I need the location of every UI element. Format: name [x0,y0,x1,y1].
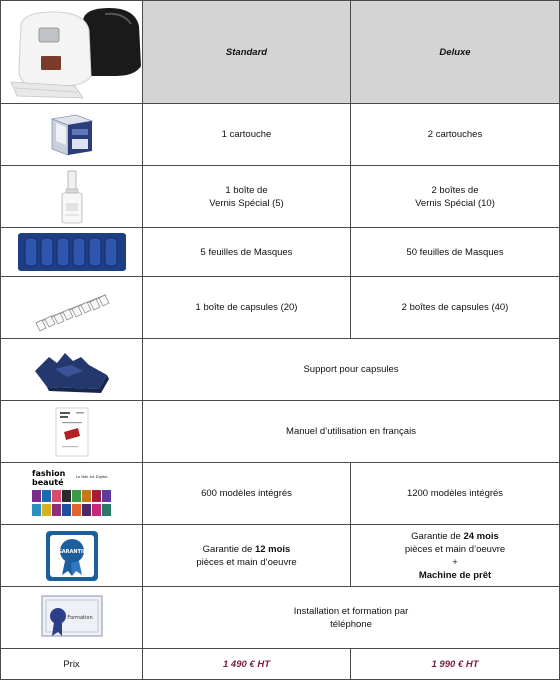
row-image-cell [1,277,143,339]
header-deluxe: Deluxe [351,1,560,104]
fashion-beaute-logo-line1: fashion [31,468,65,478]
deluxe-capsules: 2 boîtes de capsules (40) [351,277,560,339]
training-line1: Installation et formation par [293,605,409,617]
fashion-beaute-logo-line2: beauté [31,477,63,487]
price-label: Prix [1,649,143,680]
standard-polish [143,166,351,228]
row-image-cell [1,463,143,525]
row-image-cell [1,104,143,166]
cartridge-icon [42,109,102,161]
row-image-cell [1,587,143,649]
standard-designs: 600 modèles intégrés [143,463,351,525]
standard-polish-line2: Vernis Spécial (5) [209,197,284,209]
deluxe-warranty-duration: 24 mois [463,530,499,542]
row-image-cell [1,401,143,463]
nail-polish-icon [57,169,87,225]
standard-warranty-line2: pièces et main d’oeuvre [196,556,297,568]
deluxe-loan-machine: Machine de prêt [418,569,492,581]
deluxe-polish-line2: Vernis Spécial (10) [415,197,495,209]
standard-warranty [143,525,351,587]
row-image-cell [1,228,143,277]
deluxe-warranty-line2: pièces et main d’oeuvre [404,543,506,555]
deluxe-warranty-pre: Garantie de [411,530,464,542]
table-row [1,525,560,587]
logo-caption: Le Nail Art Digital [75,474,107,479]
deluxe-designs: 1200 modèles intégrés [351,463,560,525]
standard-polish-line1: 1 boîte de [225,184,268,196]
deluxe-warranty [351,525,560,587]
table-row [1,587,560,649]
price-row [1,649,560,680]
support-all: Support pour capsules [143,339,560,401]
designs-icon [30,466,114,522]
deluxe-cartridge: 2 cartouches [351,104,560,166]
mask-sheet-icon [16,230,128,274]
row-image-cell [1,166,143,228]
certificate-text: Formation [66,614,93,621]
standard-price: 1 490 € HT [143,649,351,680]
table-row [1,277,560,339]
manual-all: Manuel d’utilisation en français [143,401,560,463]
deluxe-masks: 50 feuilles de Masques [351,228,560,277]
capsules-icon [30,283,114,333]
deluxe-polish-line1: 2 boîtes de [431,184,479,196]
table-row [1,228,560,277]
table-row [1,104,560,166]
header-standard: Standard [143,1,351,104]
header-row [1,1,560,104]
table-row [1,339,560,401]
deluxe-warranty-plus: + [452,556,458,568]
nail-printer-icon [5,2,145,102]
table-row [1,401,560,463]
certificate-icon [40,592,104,644]
standard-warranty-duration: 12 mois [254,543,291,555]
standard-capsules: 1 boîte de capsules (20) [143,277,351,339]
table-row [1,463,560,525]
deluxe-polish [351,166,560,228]
warranty-icon [44,529,100,583]
row-image-cell [1,525,143,587]
table-row [1,166,560,228]
manual-icon [52,406,92,458]
standard-warranty-pre: Garantie de [202,543,255,555]
deluxe-price: 1 990 € HT [351,649,560,680]
row-image-cell [1,339,143,401]
standard-masks: 5 feuilles de Masques [143,228,351,277]
printer-image-cell [1,1,143,104]
capsule-holder-icon [27,345,117,395]
warranty-badge-text: GARANTIE [57,548,86,555]
training-all [143,587,560,649]
training-line2: téléphone [330,618,372,630]
standard-cartridge: 1 cartouche [143,104,351,166]
